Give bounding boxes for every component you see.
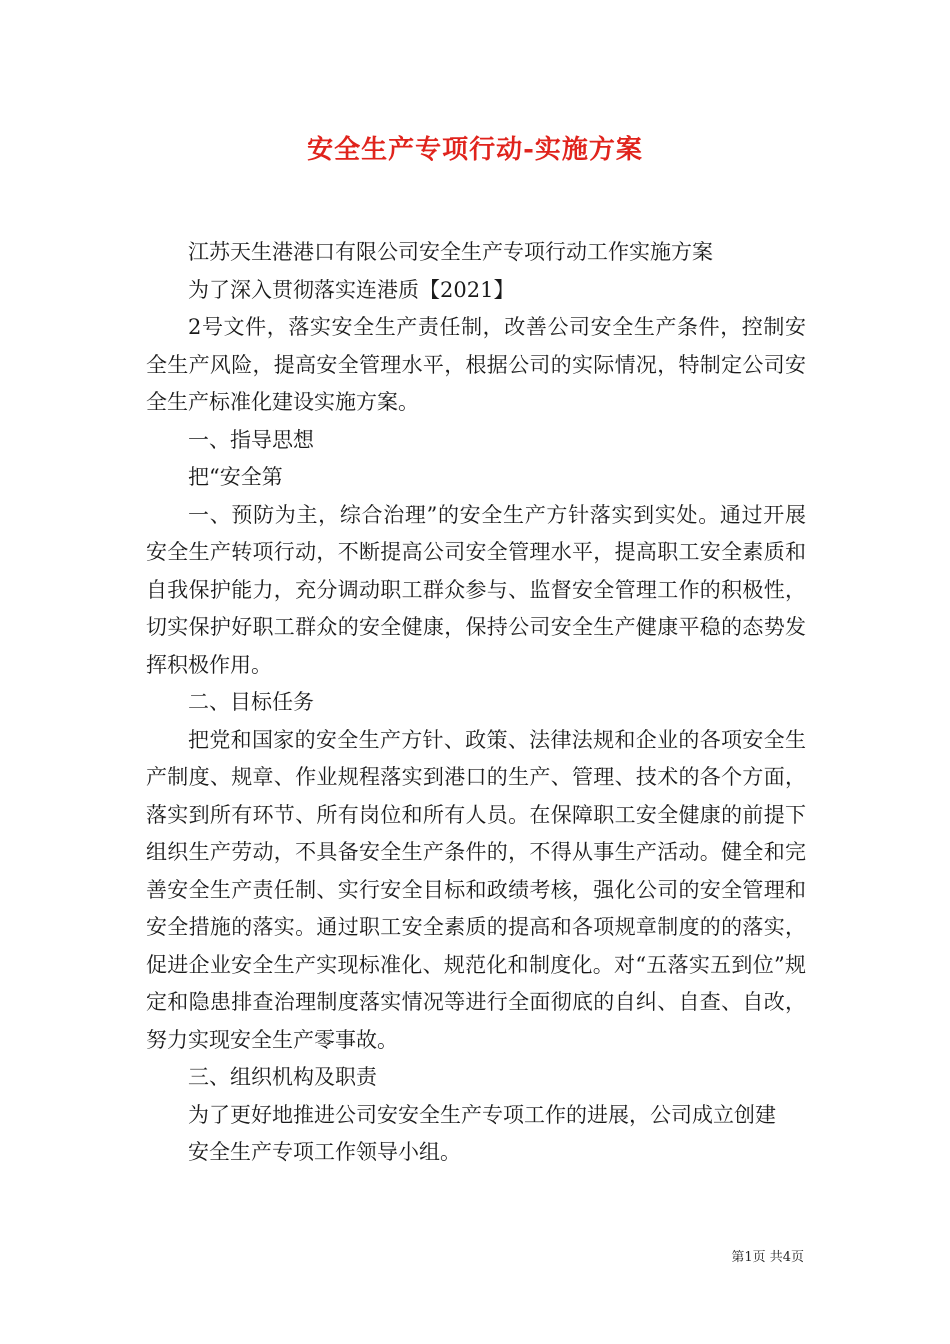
paragraph-intro: 为了深入贯彻落实连港质【2021】 <box>188 277 515 302</box>
paragraph-goals: 把党和国家的安全生产方针、政策、法律法规和企业的各项安全生产制度、规章、作业规程落实到港口的生产、管理、技术的各个方面，落实到所有环节、所有岗位和所有人员。在保障职工安全健康的前提下组织生产劳动，不具备安全生产条件的，不得从事生产活动。健全和完善安全生产责任制、实行安全目标和政绩考核，强化公司的安全管理和安全措施的落实。通过职工安全素质的提高和各项规章制度的的落实，促进企业安全生产实现标准化、规范化和制度化。对“五落实五到位”规定和隐患排查治理制度落实情况等进行全面彻底的自纠、自查、自改，努力实现安全生产零事故。 <box>146 727 806 1052</box>
paragraph-leadership-group: 安全生产专项工作领导小组。 <box>188 1140 461 1164</box>
paragraph-safety-first: 把“安全第 <box>188 465 283 489</box>
paragraph-purpose: 2号文件，落实安全生产责任制，改善公司安全生产条件，控制安全生产风险，提高安全管理水平，根据公司的实际情况，特制定公司安全生产标准化建设实施方案。 <box>146 315 806 414</box>
section-heading-goals: 二、目标任务 <box>188 690 314 714</box>
section-heading-guiding-ideology: 一、指导思想 <box>188 427 314 452</box>
paragraph-guiding-ideology: 一、预防为主，综合治理”的安全生产方针落实到实处。通过开展安全生产转项行动，不断提高公司安全管理水平，提高职工安全素质和自我保护能力，充分调动职工群众参与、监督安全管理工作的积极性，切实保护好职工群众的安全健康，保持公司安全生产健康平稳的态势发挥积极作用。 <box>146 502 806 677</box>
section-heading-organization: 三、组织机构及职责 <box>188 1065 377 1089</box>
paragraph-subtitle: 江苏天生港港口有限公司安全生产专项行动工作实施方案 <box>188 240 713 264</box>
document-title: 安全生产专项行动-实施方案 <box>307 135 643 165</box>
page-number: 第1页 共4页 <box>731 1250 804 1265</box>
paragraph-organization: 为了更好地推进公司安安全生产专项工作的进展，公司成立创建 <box>188 1102 776 1127</box>
document-body <box>146 234 806 1172</box>
